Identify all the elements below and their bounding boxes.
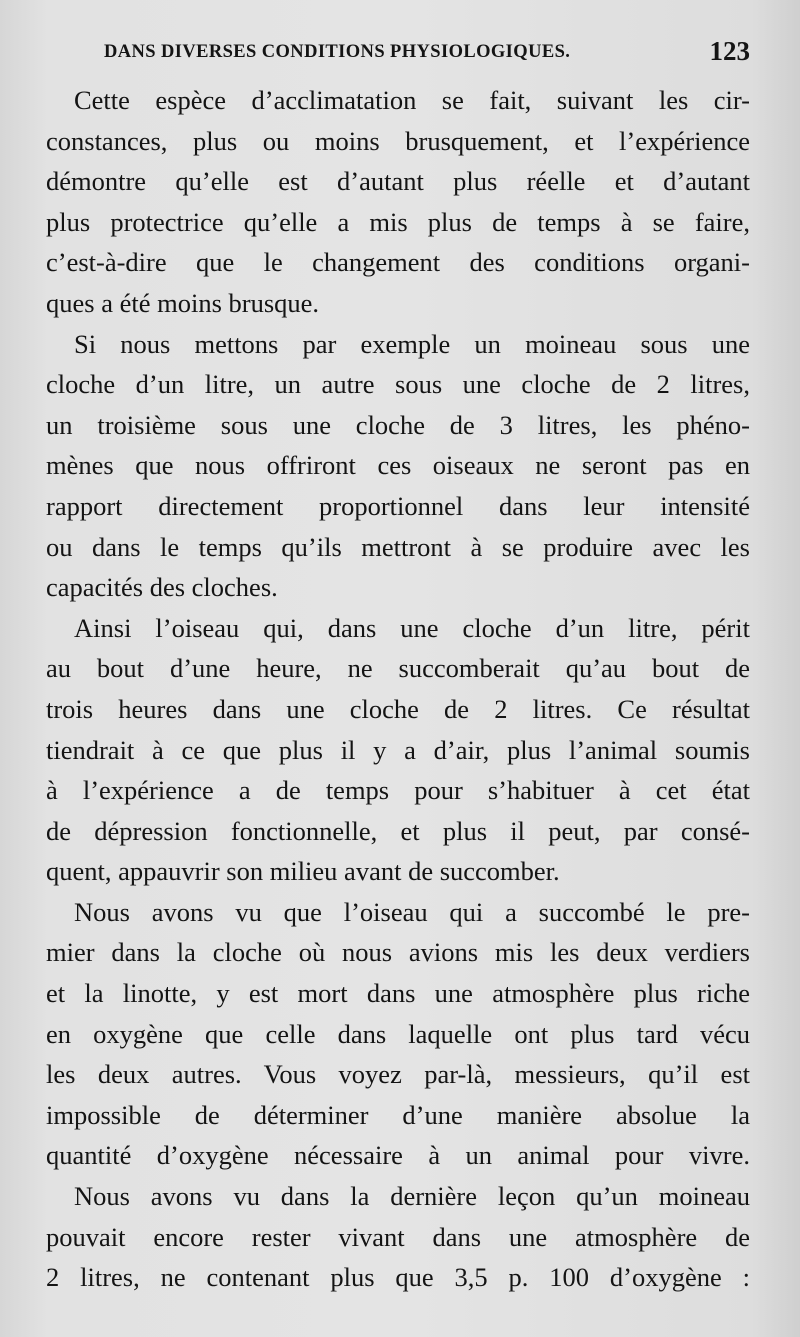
text-line: et la linotte, y est mort dans une atmosphère plus riche <box>46 978 750 1009</box>
paragraph-1 <box>46 80 750 324</box>
text-line: ou dans le temps qu’ils mettront à se produire avec les <box>46 531 750 562</box>
text-line: cloche d’un litre, un autre sous une cloche de 2 litres, <box>46 369 750 400</box>
paragraph-3 <box>46 608 750 892</box>
text-line: quantité d’oxygène nécessaire à un animal pour vivre. <box>46 1140 750 1171</box>
paragraph-2 <box>46 324 750 608</box>
text-line: les deux autres. Vous voyez par-là, messieurs, qu’il est <box>46 1059 750 1090</box>
text-line: Nous avons vu dans la dernière leçon qu’un moineau <box>74 1181 750 1212</box>
running-head: DANS DIVERSES CONDITIONS PHYSIOLOGIQUES. <box>104 42 571 62</box>
text-line: au bout d’une heure, ne succomberait qu’au bout de <box>46 653 750 684</box>
text-line: c’est-à-dire que le changement des conditions organi- <box>46 247 750 278</box>
text-line: mènes que nous offriront ces oiseaux ne seront pas en <box>46 450 750 481</box>
text-line: 2 litres, ne contenant plus que 3,5 p. 100 d’oxygène : <box>46 1262 750 1293</box>
text-line: trois heures dans une cloche de 2 litres. Ce résultat <box>46 693 750 724</box>
page-number: 123 <box>709 36 750 66</box>
text-line: Ainsi l’oiseau qui, dans une cloche d’un litre, périt <box>74 612 750 643</box>
body-text <box>46 80 750 1298</box>
text-line: Nous avons vu que l’oiseau qui a succombé le pre- <box>74 896 750 927</box>
text-line: capacités des cloches. <box>46 572 278 603</box>
text-line: ques a été moins brusque. <box>46 287 320 318</box>
text-line: plus protectrice qu’elle a mis plus de temps à se faire, <box>46 206 750 237</box>
text-line: à l’expérience a de temps pour s’habituer à cet état <box>46 775 750 806</box>
paragraph-5 <box>46 1176 750 1298</box>
text-line: de dépression fonctionnelle, et plus il peut, par consé- <box>46 815 750 846</box>
text-line: pouvait encore rester vivant dans une atmosphère de <box>46 1221 750 1252</box>
text-line: impossible de déterminer d’une manière absolue la <box>46 1099 750 1130</box>
text-line: un troisième sous une cloche de 3 litres, les phéno- <box>46 409 750 440</box>
paragraph-4 <box>46 892 750 1176</box>
text-line: mier dans la cloche où nous avions mis les deux verdiers <box>46 937 750 968</box>
text-line: Cette espèce d’acclimatation se fait, suivant les cir- <box>74 85 750 115</box>
text-line: démontre qu’elle est d’autant plus réelle et d’autant <box>46 166 750 197</box>
text-line: constances, plus ou moins brusquement, et l’expérience <box>46 125 750 156</box>
text-line: en oxygène que celle dans laquelle ont plus tard vécu <box>46 1018 750 1049</box>
text-line: Si nous mettons par exemple un moineau sous une <box>74 328 750 359</box>
text-line: rapport directement proportionnel dans leur intensité <box>46 490 750 521</box>
text-line: tiendrait à ce que plus il y a d’air, plus l’animal soumis <box>46 734 750 765</box>
text-line: quent, appauvrir son milieu avant de succomber. <box>46 856 560 887</box>
page-header <box>104 36 750 76</box>
